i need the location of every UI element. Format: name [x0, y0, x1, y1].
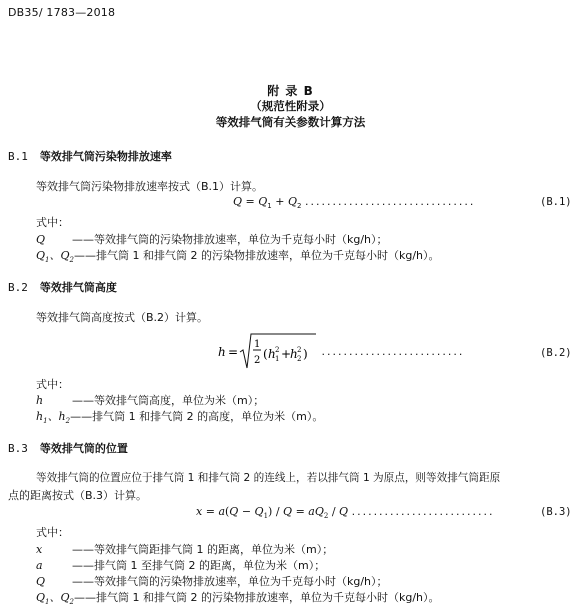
equation-number-b2: (B.2) [540, 347, 572, 359]
equation-b3: $x = a(Q - Q_1) / Q = aQ_2 / Q$ .......................... [196, 505, 495, 521]
svg-text:2: 2 [297, 355, 302, 363]
section-b1-intro: 等效排气筒污染物排放速率按式（B.1）计算。 [36, 180, 264, 193]
equation-number-b3: (B.3) [540, 506, 572, 518]
term-row [36, 573, 388, 589]
term-symbol: $h_1$、$h_2$ [36, 410, 71, 426]
svg-text:h: h [290, 347, 298, 361]
section-b2-heading [8, 279, 117, 295]
term-desc: ——排气筒 1 和排气筒 2 的高度，单位为米（m）。 [70, 410, 324, 423]
section-b3-intro-line2: 点的距离按式（B.3）计算。 [8, 489, 148, 502]
svg-text:h: h [268, 347, 276, 361]
term-row [36, 541, 333, 557]
term-symbol: Q [36, 575, 46, 588]
term-row [36, 557, 325, 573]
term-desc: ——等效排气筒距排气筒 1 的距离，单位为米（m）； [72, 543, 334, 556]
term-desc: ——排气筒 1 和排气筒 2 的污染物排放速率，单位为千克每小时（kg/h）。 [74, 591, 440, 604]
equation-b1: $Q = Q_1 + Q_2$ ............................... [233, 195, 476, 211]
standard-code: DB35/ 1783—2018 [8, 6, 116, 19]
section-number: B.1 [8, 150, 28, 163]
term-symbol: Q [36, 233, 46, 246]
section-b1-heading [8, 148, 172, 164]
section-number: B.2 [8, 281, 28, 294]
section-b2-intro: 等效排气筒高度按式（B.2）计算。 [36, 311, 209, 324]
term-symbol: $Q_1$、$Q_2$ [36, 249, 74, 265]
term-desc: ——排气筒 1 至排气筒 2 的距离，单位为米（m）； [72, 559, 326, 572]
where-label: 式中： [36, 526, 69, 539]
svg-text:2: 2 [254, 355, 261, 366]
term-desc: ——等效排气筒的污染物排放速率，单位为千克每小时（kg/h）； [72, 575, 388, 588]
svg-text:2: 2 [275, 346, 280, 354]
section-title: 等效排气筒高度 [39, 281, 117, 294]
section-number: B.3 [8, 442, 28, 455]
section-b3-intro-line1: 等效排气筒的位置应位于排气筒 1 和排气筒 2 的连线上，若以排气筒 1 为原点，则等效排气筒距原 [36, 472, 501, 484]
svg-text:): ) [303, 347, 308, 361]
term-row [36, 247, 440, 264]
term-row [36, 392, 264, 408]
appendix-main-title: 等效排气筒有关参数计算方法 [215, 115, 366, 129]
equation-number-b1: (B.1) [540, 196, 572, 208]
term-desc: ——等效排气筒高度，单位为米（m）； [72, 394, 265, 407]
term-row [36, 408, 323, 425]
term-row [36, 231, 388, 247]
svg-text:=: = [228, 345, 239, 359]
appendix-title: 附 录 B [267, 84, 314, 98]
svg-text:(: ( [263, 347, 268, 361]
svg-text:1: 1 [254, 339, 261, 350]
equation-b2: h = 1 2 ( h 1 2 + h 2 2 ) .......................... [218, 332, 464, 372]
sqrt-formula [218, 332, 318, 372]
svg-text:2: 2 [297, 346, 302, 354]
svg-text:h: h [218, 345, 226, 359]
term-symbol: x [36, 543, 43, 556]
term-desc: ——等效排气筒的污染物排放速率，单位为千克每小时（kg/h）； [72, 233, 388, 246]
svg-text:1: 1 [275, 355, 280, 363]
appendix-subtitle: （规范性附录） [250, 99, 331, 113]
term-symbol: $Q_1$、$Q_2$ [36, 591, 74, 607]
where-label: 式中： [36, 378, 69, 391]
term-symbol: h [36, 394, 44, 407]
svg-text:+: + [281, 347, 292, 361]
section-title: 等效排气筒的位置 [39, 442, 128, 455]
term-symbol: a [36, 559, 43, 572]
section-title: 等效排气筒污染物排放速率 [39, 150, 172, 163]
term-desc: ——排气筒 1 和排气筒 2 的污染物排放速率，单位为千克每小时（kg/h）。 [74, 249, 440, 262]
section-b3-heading [8, 440, 128, 456]
term-row [36, 589, 440, 606]
where-label: 式中： [36, 216, 69, 229]
